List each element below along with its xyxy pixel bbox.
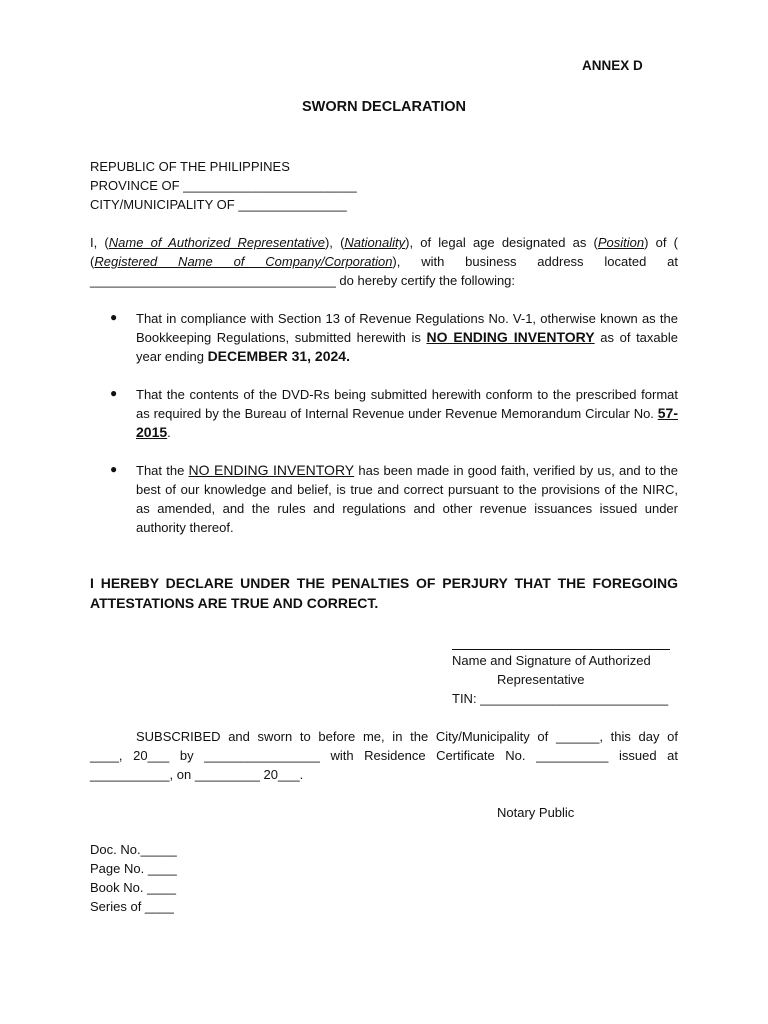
- bullet-item-1: [136, 309, 678, 366]
- doc-number: Doc. No._____: [90, 842, 177, 857]
- position-field: Position: [597, 235, 645, 250]
- bullet-icon: ●: [110, 462, 118, 476]
- bullet-icon: ●: [110, 386, 118, 400]
- bullet-text: has been made in good faith, verified by us, and to the best of our knowledge and belief, is true and correct pursuant to the provisions of the NIRC, as amended, and the rules and regulations and other revenue issuances issued under authority thereof.: [136, 463, 679, 535]
- tin-field: TIN: __________________________: [452, 691, 669, 706]
- intro-line-2: (Registered Name of Company/Corporation), with business address located at: [90, 254, 678, 269]
- bullet-text: That in compliance with Section 13 of Revenue Regulations No. V-1, otherwise known as the Bookkeeping Regulations, submitted herewith is: [136, 311, 678, 345]
- intro-text: I, (: [90, 235, 109, 250]
- bullet-text: .: [167, 425, 171, 440]
- header-province: PROVINCE OF ________________________: [90, 178, 357, 193]
- intro-text: ), (: [324, 235, 345, 250]
- page-number: Page No. ____: [90, 861, 177, 876]
- bullet-text: as of taxable year ending: [136, 330, 678, 364]
- name-representative-field: Name of Authorized Representative: [108, 235, 325, 250]
- book-number: Book No. ____: [90, 880, 177, 895]
- nationality-field: Nationality: [344, 235, 406, 250]
- bullet-text: That the: [136, 463, 189, 478]
- header-city: CITY/MUNICIPALITY OF _______________: [90, 197, 347, 212]
- intro-text: ), with business address located at: [392, 254, 678, 269]
- notary-public-label: Notary Public: [497, 805, 575, 820]
- intro-line-1: [90, 233, 678, 252]
- header-republic: REPUBLIC OF THE PHILIPPINES: [90, 159, 290, 174]
- no-ending-inventory-highlight: NO ENDING INVENTORY: [426, 329, 595, 345]
- signature-label-2: Representative: [497, 672, 585, 687]
- rmc-number: 57-2015: [136, 405, 678, 440]
- bullet-item-3: [136, 461, 678, 537]
- document-title: SWORN DECLARATION: [301, 99, 467, 115]
- subscribed-line-1: SUBSCRIBED and sworn to before me, in the City/Municipality of ______, this day of: [136, 729, 678, 744]
- subscribed-line-3: ___________, on _________ 20___.: [90, 767, 304, 782]
- company-name-field: Registered Name of Company/Corporation: [94, 254, 393, 269]
- bullet-icon: ●: [110, 310, 118, 324]
- bullet-item-2: [136, 385, 678, 442]
- bullet-text: That the contents of the DVD-Rs being submitted herewith conform to the prescribed format as required by the Bureau of Internal Revenue under Revenue Memorandum Circular No.: [136, 387, 678, 421]
- no-ending-inventory-highlight: NO ENDING INVENTORY: [188, 462, 355, 478]
- taxable-year-date: DECEMBER 31, 2024.: [207, 348, 350, 364]
- intro-text: ) of (: [644, 235, 679, 250]
- intro-text: ), of legal age designated as (: [405, 235, 598, 250]
- annex-label: ANNEX D: [582, 58, 643, 73]
- signature-label: Name and Signature of Authorized: [452, 653, 651, 668]
- series-number: Series of ____: [90, 899, 174, 914]
- subscribed-line-2: ____, 20___ by ________________ with Residence Certificate No. __________ issued at: [90, 748, 678, 763]
- intro-line-3: __________________________________ do hereby certify the following:: [90, 273, 516, 288]
- signature-line: [452, 649, 670, 650]
- perjury-declaration: I HEREBY DECLARE UNDER THE PENALTIES OF PERJURY THAT THE FOREGOING ATTESTATIONS ARE TRUE AND CORRECT.: [90, 575, 678, 611]
